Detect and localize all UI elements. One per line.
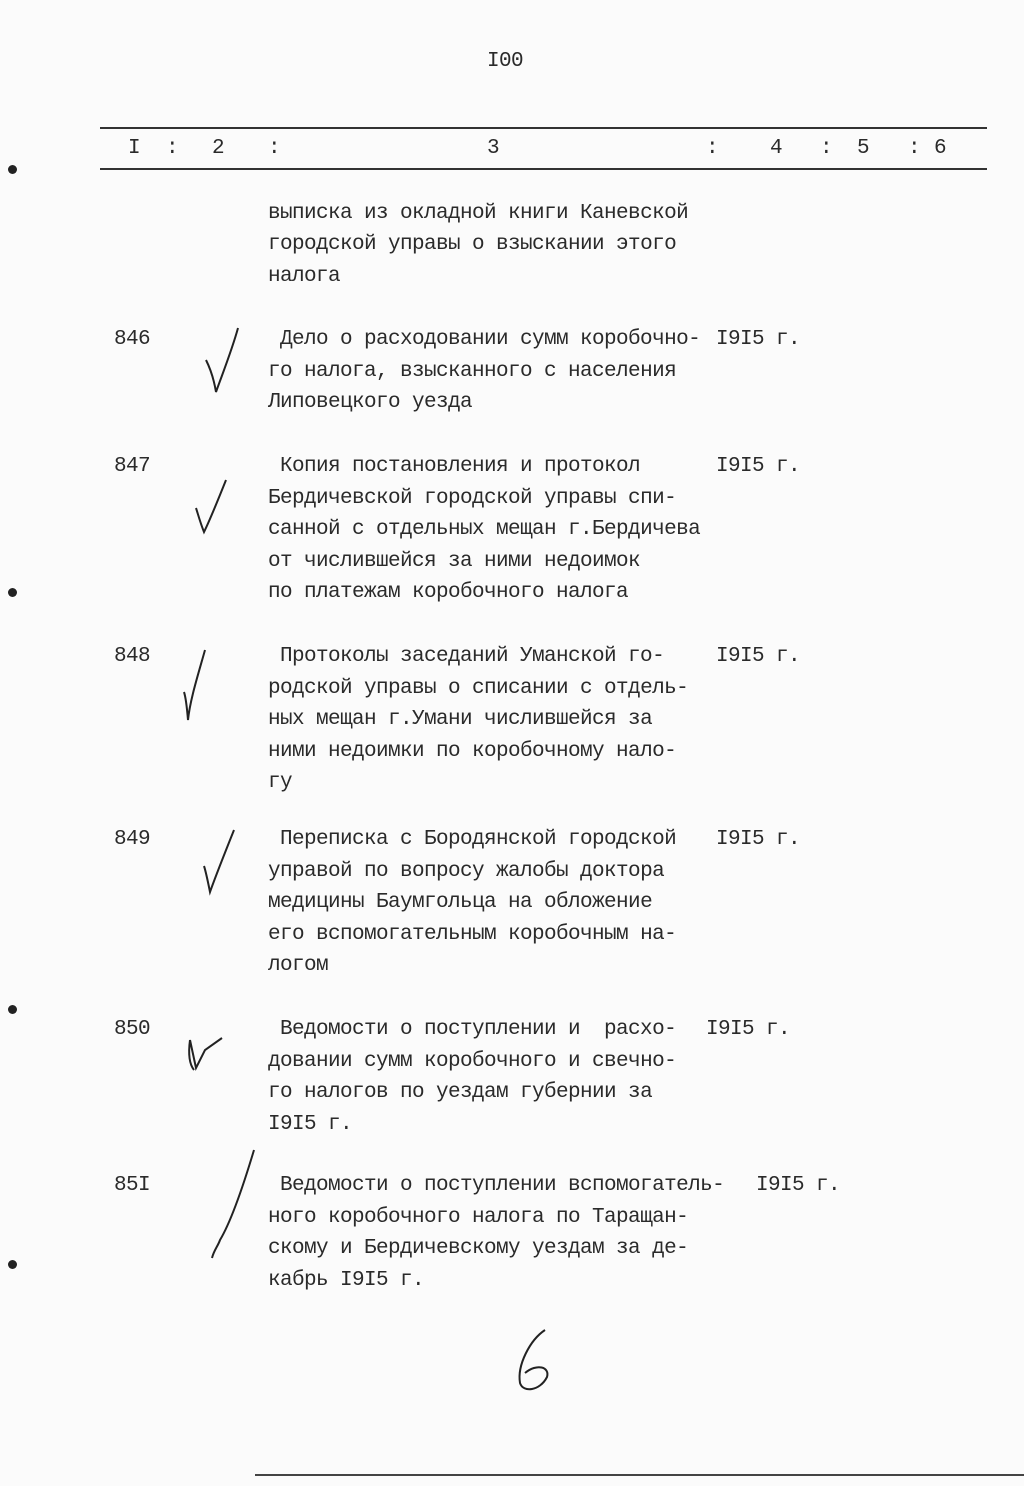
text-line: скому и Бердичевскому уездам за де-: [268, 1237, 689, 1260]
entry-date: I9I5 г.: [716, 328, 801, 351]
text-line: его вспомогательным коробочным на-: [268, 922, 677, 946]
entry-number: 847: [114, 455, 151, 478]
col-sep: :: [706, 137, 719, 160]
text-line: довании сумм коробочного и свечно-: [268, 1049, 677, 1073]
col-1: I: [128, 137, 141, 160]
punch-hole: [8, 1260, 17, 1269]
text-line: ними недоимки по коробочному нало-: [268, 739, 677, 763]
text-line: Протоколы заседаний Уманской го-: [280, 645, 665, 668]
text-line: выписка из окладной книги Каневской: [268, 202, 689, 225]
entry-number: 85I: [114, 1174, 151, 1197]
text-line: Ведомости о поступлении и расхо-: [280, 1018, 677, 1041]
text-line: управой по вопросу жалобы доктора: [268, 859, 665, 883]
entry-date: I9I5 г.: [716, 828, 801, 851]
text-line: гу: [268, 771, 293, 794]
col-6: 6: [934, 137, 947, 160]
col-sep: :: [908, 137, 921, 160]
entry-number: 849: [114, 828, 151, 851]
text-line: Дело о расходовании сумм коробочно-: [280, 328, 701, 351]
entry-date: I9I5 г.: [716, 645, 801, 668]
text-line: Переписка с Бородянской городской: [280, 828, 677, 851]
text-line: логом: [268, 954, 329, 977]
text-line: го налогов по уездам губернии за: [268, 1081, 653, 1104]
entry-date: I9I5 г.: [756, 1174, 841, 1197]
col-sep: :: [820, 137, 833, 160]
col-5: 5: [857, 137, 870, 160]
entry-number: 848: [114, 645, 151, 668]
entry-number: 850: [114, 1018, 151, 1041]
col-4: 4: [770, 137, 783, 160]
text-line: Ведомости о поступлении вспомогатель-: [280, 1174, 725, 1197]
col-2: 2: [212, 137, 225, 160]
punch-hole: [8, 588, 17, 597]
text-line: кабрь I9I5 г.: [268, 1268, 425, 1292]
text-line: I9I5 г.: [268, 1112, 353, 1136]
text-line: ных мещан г.Умани числившейся за: [268, 708, 653, 731]
text-line: от числившейся за ними недоимок: [268, 549, 641, 573]
bottom-rule: [255, 1474, 1024, 1476]
text-line: Липовецкого уезда: [268, 391, 473, 414]
entry-date: I9I5 г.: [706, 1018, 791, 1041]
punch-hole: [8, 1005, 17, 1014]
col-sep: :: [166, 137, 179, 160]
text-line: Бердичевской городской управы спи-: [268, 486, 677, 510]
text-line: налога: [268, 265, 341, 288]
entry-date: I9I5 г.: [716, 455, 801, 478]
text-line: санной с отдельных мещан г.Бердичева: [268, 518, 701, 541]
text-line: городской управы о взыскании этого: [268, 233, 677, 256]
text-line: по платежам коробочного налога: [268, 581, 629, 604]
punch-hole: [8, 165, 17, 174]
text-line: родской управы о списании с отдель-: [268, 676, 689, 700]
col-3: 3: [487, 137, 500, 160]
text-line: Копия постановления и протокол: [280, 455, 641, 478]
handwritten-sheet-number: [505, 1325, 565, 1395]
text-line: ного коробочного налога по Таращан-: [268, 1205, 689, 1229]
entry-number: 846: [114, 328, 151, 351]
text-line: медицины Баумгольца на обложение: [268, 891, 653, 914]
text-line: го налога, взысканного с населения: [268, 359, 677, 383]
page-number: I00: [487, 50, 524, 73]
col-sep: :: [268, 137, 281, 160]
